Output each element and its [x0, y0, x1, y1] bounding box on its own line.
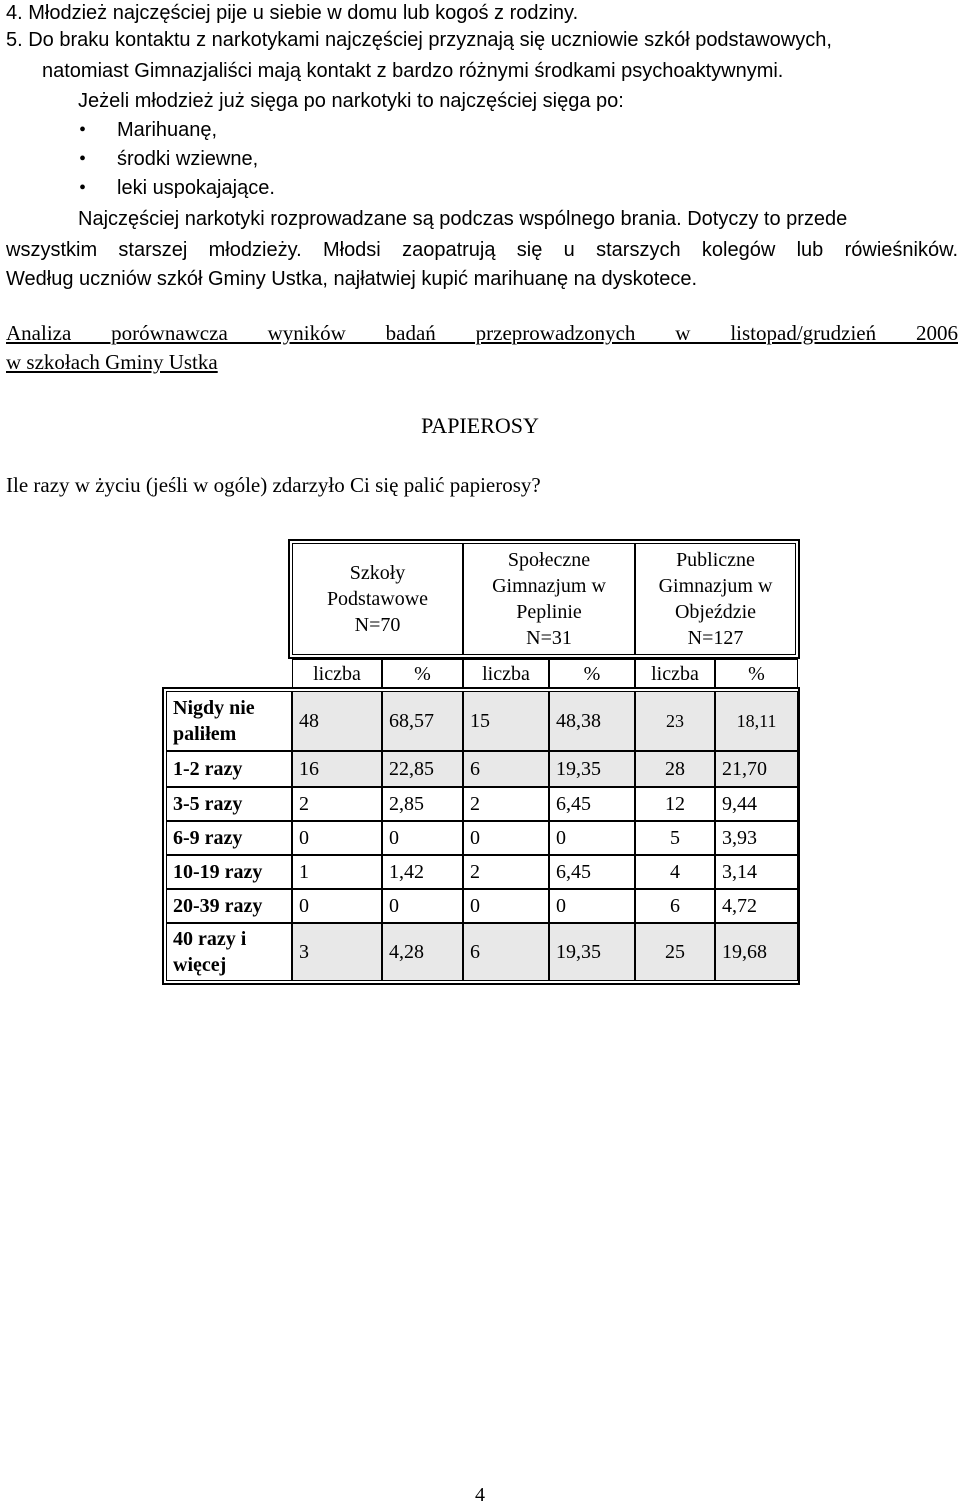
- row-label-text: 40 razy i więcej: [173, 928, 247, 976]
- bullet-icon: •: [79, 177, 87, 199]
- group-header-line: Objeździe: [674, 601, 757, 623]
- row-label-text: Nigdy nie paliłem: [173, 697, 255, 745]
- table-cell: 2: [292, 787, 382, 821]
- table-cell: 22,85: [382, 751, 463, 787]
- bullet-item: Marihuanę,: [117, 119, 218, 141]
- distribution-text-line1: Najczęściej narkotyki rozprowadzane są podczas wspólnego brania. Dotyczy to przede: [78, 208, 848, 230]
- table-cell: 12: [635, 787, 715, 821]
- list-item-4: 4. Młodzież najczęściej pije u siebie w domu lub kogoś z rodziny.: [6, 2, 579, 24]
- table-cell: 18,11: [715, 691, 798, 751]
- table-cell: 4: [635, 855, 715, 889]
- group-header-objazda: [635, 543, 796, 655]
- row-label: 1-2 razy: [166, 751, 292, 787]
- row-label: 6-9 razy: [166, 821, 292, 855]
- group-header-line: Peplinie: [516, 601, 582, 623]
- table-cell: 0: [549, 889, 635, 923]
- table-cell: 6,45: [549, 787, 635, 821]
- analysis-title-line2: w szkołach Gminy Ustka: [6, 350, 218, 374]
- table-cell: 0: [292, 889, 382, 923]
- table-cell: 0: [463, 821, 549, 855]
- table-cell: 19,35: [549, 751, 635, 787]
- list-item-5-line2: natomiast Gimnazjaliści mają kontakt z bardzo różnymi środkami psychoaktywnymi.: [42, 60, 784, 82]
- group-header-line: Gimnazjum w: [658, 575, 773, 597]
- group-header-line: Podstawowe: [326, 588, 429, 610]
- section-title: PAPIEROSY: [421, 413, 539, 438]
- table-cell: 5: [635, 821, 715, 855]
- table-cell: 3: [292, 923, 382, 981]
- table-cell: 6: [463, 751, 549, 787]
- row-label: 10-19 razy: [166, 855, 292, 889]
- table-cell: 2: [463, 787, 549, 821]
- bullet-item: leki uspokajające.: [117, 177, 275, 199]
- table-cell: 28: [635, 751, 715, 787]
- table-cell: 9,44: [715, 787, 798, 821]
- table-cell: 21,70: [715, 751, 798, 787]
- distribution-text-line3: Według uczniów szkół Gminy Ustka, najłatwiej kupić marihuanę na dyskotece.: [6, 268, 698, 290]
- table-cell: 19,68: [715, 923, 798, 981]
- row-label: 20-39 razy: [166, 889, 292, 923]
- table-cell: 4,72: [715, 889, 798, 923]
- table-cell: 68,57: [382, 691, 463, 751]
- subheader-cell: liczba: [463, 659, 549, 689]
- table-cell: 6: [463, 923, 549, 981]
- group-header-line: N=31: [526, 627, 572, 649]
- table-cell: 3,14: [715, 855, 798, 889]
- table-cell: 0: [382, 821, 463, 855]
- table-cell: 2,85: [382, 787, 463, 821]
- row-label: [166, 923, 292, 981]
- drug-intro-text: Jeżeli młodzież już sięga po narkotyki to najczęściej sięga po:: [78, 90, 624, 112]
- table-cell: 2: [463, 855, 549, 889]
- table-cell: 0: [292, 821, 382, 855]
- group-header-peplin: [463, 543, 635, 655]
- list-item-5-line1: 5. Do braku kontaktu z narkotykami najczęściej przyznają się uczniowie szkół podstawowych,: [6, 29, 832, 51]
- subheader-cell: liczba: [292, 659, 382, 689]
- survey-question: Ile razy w życiu (jeśli w ogóle) zdarzyło Ci się palić papierosy?: [6, 473, 541, 497]
- group-header-primary: [292, 543, 463, 655]
- table-cell: 1,42: [382, 855, 463, 889]
- table-cell: 15: [463, 691, 549, 751]
- group-header-line: Publiczne: [676, 549, 755, 571]
- row-label: [166, 691, 292, 751]
- table-cell: 48,38: [549, 691, 635, 751]
- subheader-cell: liczba: [635, 659, 715, 689]
- group-header-line: N=70: [354, 614, 401, 636]
- table-cell: 3,93: [715, 821, 798, 855]
- row-label: 3-5 razy: [166, 787, 292, 821]
- table-cell: 6,45: [549, 855, 635, 889]
- group-header-line: Szkoły: [349, 562, 406, 584]
- group-header-line: Społeczne: [507, 549, 591, 571]
- subheader-cell: %: [382, 659, 463, 689]
- table-cell: 25: [635, 923, 715, 981]
- table-cell: 19,35: [549, 923, 635, 981]
- table-cell: 16: [292, 751, 382, 787]
- table-cell: 0: [382, 889, 463, 923]
- table-cell: 1: [292, 855, 382, 889]
- table-cell: 0: [463, 889, 549, 923]
- table-cell: 48: [292, 691, 382, 751]
- group-header-line: Gimnazjum w: [492, 575, 606, 597]
- subheader-cell: %: [549, 659, 635, 689]
- analysis-title-line1: Analiza porównawcza wyników badań przeprowadzonych w listopad/grudzień 2006: [6, 321, 958, 345]
- bullet-icon: •: [79, 119, 87, 141]
- table-cell: 6: [635, 889, 715, 923]
- table-cell: 4,28: [382, 923, 463, 981]
- table-cell: 23: [635, 691, 715, 751]
- page-number: 4: [475, 1484, 485, 1506]
- subheader-cell: %: [715, 659, 798, 689]
- bullet-item: środki wziewne,: [117, 148, 259, 170]
- distribution-text-line2: wszystkim starszej młodzieży. Młodsi zaopatrują się u starszych kolegów lub rówieśników.: [6, 239, 958, 261]
- table-cell: 0: [549, 821, 635, 855]
- group-header-line: N=127: [687, 627, 744, 649]
- bullet-icon: •: [79, 148, 87, 170]
